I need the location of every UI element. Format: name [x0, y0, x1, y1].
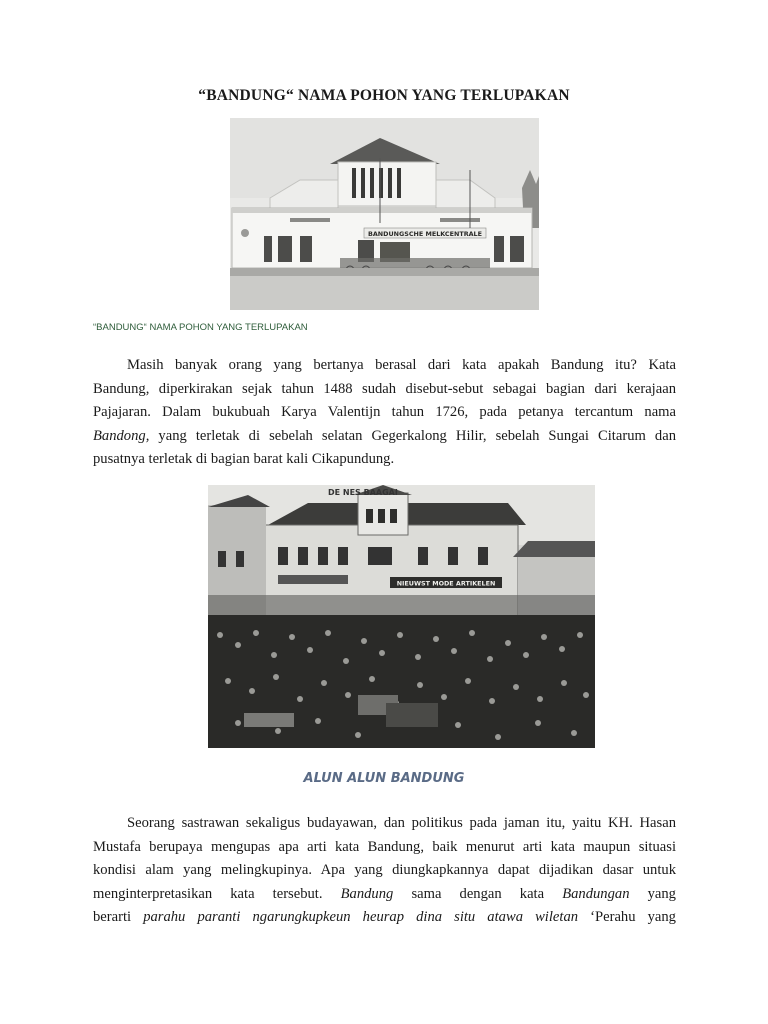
paragraph-2	[93, 812, 676, 930]
text-line: Bandung, diperkirakan sejak tahun 1488 sudah disebut-sebut sebagai bagian dari kerajaan	[93, 380, 676, 397]
text-line	[93, 883, 676, 907]
photo-caption-alun-alun: ALUN ALUN BANDUNG	[303, 771, 465, 786]
text-line: Pajajaran. Dalam bukubuah Karya Valentijn tahun 1726, pada petanya tercantum nama	[93, 404, 676, 420]
text-line	[93, 906, 676, 930]
crowd-photo	[208, 485, 595, 748]
paragraph-1	[93, 354, 676, 472]
italic-sundanese-phrase: parahu paranti ngarungkupkeun heurap dina situ atawa wiletan	[143, 909, 579, 925]
building-photo	[230, 118, 539, 310]
building-sign-text: BANDUNGSCHE MELKCENTRALE	[367, 230, 483, 238]
text-line: Masih banyak orang yang bertanya berasal dari kata apakah Bandung itu? Kata	[127, 357, 676, 373]
sign-top-text: DE NES BAAGAI	[328, 488, 398, 497]
text-segment: menginterpretasikan kata tersebut.	[93, 885, 323, 902]
text-line: kondisi alam yang melingkupinya. Apa yang diungkapkannya dapat dijadikan dasar untuk	[93, 862, 676, 878]
text-line: Seorang sastrawan sekaligus budayawan, dan politikus pada jaman itu, yaitu KH. Hasan	[127, 815, 676, 831]
text-line: Mustafa berupaya mengupas apa arti kata Bandung, baik menurut arti kata maupun situasi	[93, 838, 676, 855]
text-segment: berarti	[93, 909, 132, 925]
text-segment: yang terletak di sebelah selatan Gegerkalong Hilir, sebelah Sungai Citarum dan	[158, 427, 676, 444]
store-sign-text: NIEUWST MODE ARTIKELEN	[396, 579, 496, 588]
italic-term: Bandungan	[562, 885, 630, 902]
text-segment: ‘Perahu yang	[590, 909, 676, 925]
text-segment: sama dengan kata	[411, 885, 545, 902]
text-line: pusatnya terletak di bagian barat kali Cikapundung.	[93, 451, 395, 467]
italic-name: Bandong,	[93, 427, 150, 444]
photo-caption: “BANDUNG“ NAMA POHON YANG TERLUPAKAN	[93, 322, 308, 333]
page-title: “BANDUNG“ NAMA POHON YANG TERLUPAKAN	[198, 87, 570, 104]
text-line	[93, 425, 676, 449]
italic-term: Bandung	[340, 885, 394, 902]
text-segment: yang	[647, 885, 676, 902]
